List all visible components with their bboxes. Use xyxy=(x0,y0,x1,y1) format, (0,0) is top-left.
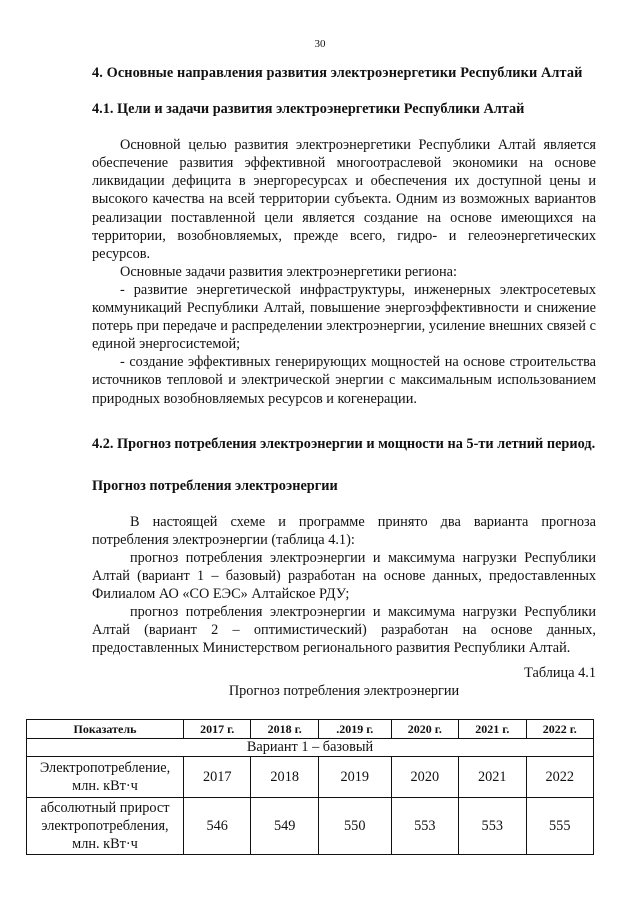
header-cell: 2018 г. xyxy=(251,720,318,739)
subsection-heading: 4.1. Цели и задачи развития электроэнергетики Республики Алтай xyxy=(92,101,525,118)
section-heading: 4. Основные направления развития электроэнергетики Республики Алтай xyxy=(92,65,583,81)
paragraph-goal: Основной целью развития электроэнергетики Республики Алтай является обеспечение развития эффективной многоотраслевой экономики на основе ликвидации дефицита в энергоресурсах и обеспечения их доступной цены и высокого качества на всей территории субъекта. Одним из возможных вариантов реализации поставленной цели является создание на основе имеющихся на территории, возобновляемых, прежде всего, гидро- и гелеоэнергетических ресурсов. xyxy=(92,137,596,262)
table-cell: 550 xyxy=(318,798,391,855)
forecast-table xyxy=(26,719,594,855)
table-row xyxy=(27,798,594,855)
table-cell: 555 xyxy=(526,798,593,855)
forecast-subheading: Прогноз потребления электроэнергии xyxy=(92,477,338,494)
table-caption: Прогноз потребления электроэнергии xyxy=(228,682,460,699)
table-cell: 553 xyxy=(459,798,526,855)
table-cell: 2021 xyxy=(459,757,526,798)
variant-row xyxy=(27,739,594,757)
row-label: абсолютный прирост электропотребления, млн. кВт·ч xyxy=(27,798,184,855)
table-number: Таблица 4.1 xyxy=(524,664,596,681)
header-cell: 2022 г. xyxy=(526,720,593,739)
paragraph-variant-1: прогноз потребления электроэнергии и максимума нагрузки Республики Алтай (вариант 1 – базовый) разработан на основе данных, предоставленных Филиалом АО «СО ЕЭС» Алтайское РДУ; xyxy=(92,549,596,603)
header-cell: Показатель xyxy=(27,720,184,739)
variant-label: Вариант 1 – базовый xyxy=(27,739,594,757)
table-cell: 546 xyxy=(184,798,251,855)
paragraph-forecast-intro: В настоящей схеме и программе принято два варианта прогноза потребления электроэнергии (таблица 4.1): xyxy=(92,513,596,548)
row-label: Электропотребление, млн. кВт·ч xyxy=(27,757,184,798)
header-cell: .2019 г. xyxy=(318,720,391,739)
header-cell: 2017 г. xyxy=(184,720,251,739)
table-cell: 2017 xyxy=(184,757,251,798)
paragraph-task-2: - создание эффективных генерирующих мощностей на основе строительства источников тепловой и электрической энергии с максимальным использованием природных возобновляемых ресурсов и когенерации. xyxy=(92,354,596,407)
table-cell: 2018 xyxy=(251,757,318,798)
header-cell: 2021 г. xyxy=(459,720,526,739)
table-cell: 2022 xyxy=(526,757,593,798)
table-cell: 549 xyxy=(251,798,318,855)
table-cell: 2019 xyxy=(318,757,391,798)
table-row xyxy=(27,757,594,798)
paragraph-task-1: - развитие энергетической инфраструктуры, инженерных электросетевых коммуникаций Республики Алтай, повышение энергоэффективности и снижение потерь при передаче и распределении электроэнергии, усиление внешних связей с единой энергосистемой; xyxy=(92,281,596,353)
table-cell: 553 xyxy=(391,798,458,855)
paragraph-tasks-intro: Основные задачи развития электроэнергетики региона: xyxy=(120,263,457,280)
header-cell: 2020 г. xyxy=(391,720,458,739)
table-header-row xyxy=(27,720,594,739)
subsection2-heading: 4.2. Прогноз потребления электроэнергии и мощности на 5-ти летний период. xyxy=(92,435,596,452)
page-number: 30 xyxy=(314,38,326,50)
table-cell: 2020 xyxy=(391,757,458,798)
paragraph-variant-2: прогноз потребления электроэнергии и максимума нагрузки Республики Алтай (вариант 2 – оптимистический) разработан на основе данных, предоставленных Министерством регионального развития Республики Алтай. xyxy=(92,604,596,657)
document-body xyxy=(92,62,596,700)
